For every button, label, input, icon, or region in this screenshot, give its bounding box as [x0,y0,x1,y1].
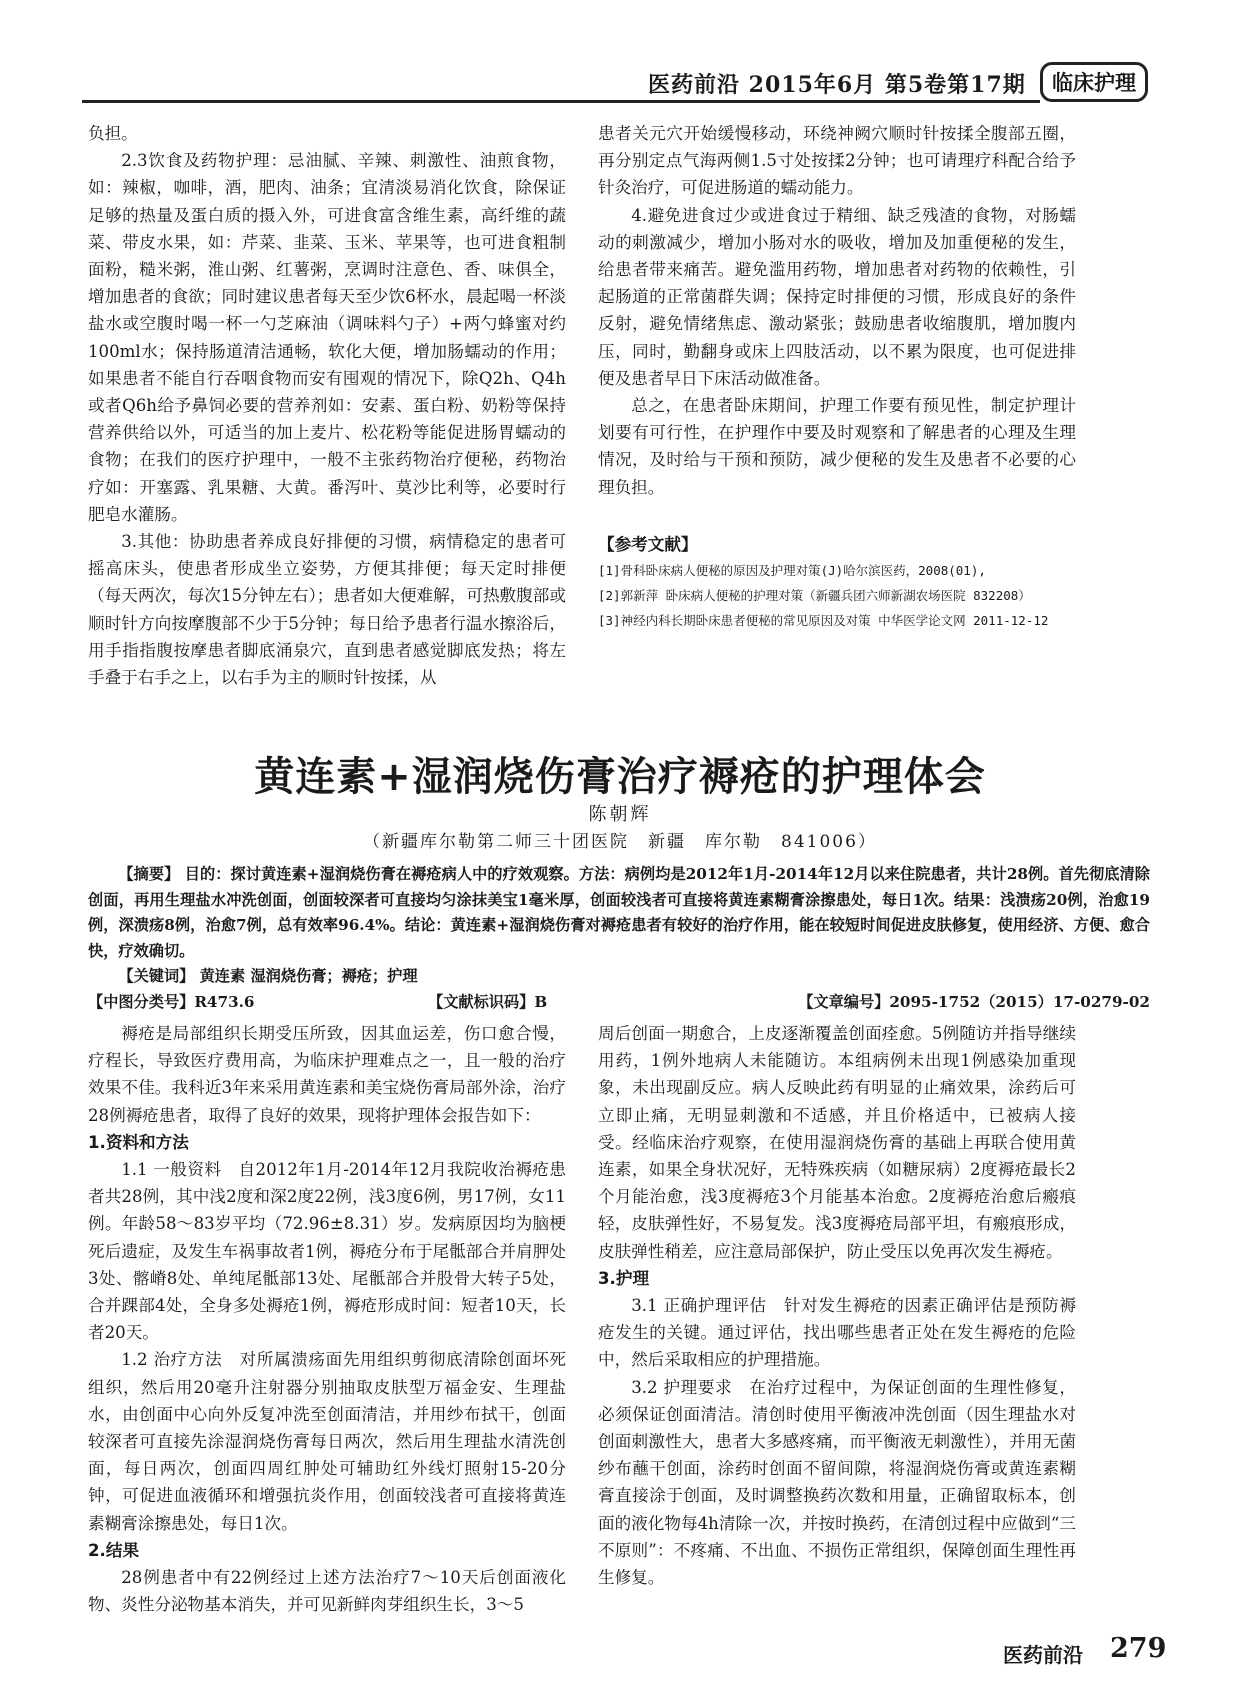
section-badge: 临床护理 [1040,62,1148,102]
abstract-block [88,862,1150,990]
paragraph: 周后创面一期愈合，上皮逐渐覆盖创面痊愈。5例随访并指导继续用药，1例外地病人未能随访。本组病例未出现1例感染加重现象，未出现副反应。病人反映此药有明显的止痛效果，涂药后可立即止痛，无明显刺激和不适感，并且价格适中，已被病人接受。经临床治疗观察，在使用湿润烧伤膏的基础上再联合使用黄连素，如果全身状况好，无特殊疾病（如糖尿病）2度褥疮最长2个月能治愈，浅3度褥疮3个月能基本治愈。2度褥疮治愈后瘢痕轻，皮肤弹性好，不易复发。浅3度褥疮局部平坦，有瘢痕形成，皮肤弹性稍差，应注意局部保护，防止受压以免再次发生褥疮。 [598,1024,1076,1261]
reference-item: [3]神经内科长期卧床患者便秘的常见原因及对策 中华医学论文网 2011-12-12 [598,613,1049,629]
paragraph: 3.2 护理要求 在治疗过程中，为保证创面的生理性修复，必须保证创面清洁。清创时使用平衡液冲洗创面（因生理盐水对创面刺激性大，患者大多感疼痛，而平衡液无刺激性），并用无菌纱布蘸干创面，涂药时创面不留间隙，将湿润烧伤膏或黄连素糊膏直接涂于创面，及时调整换药次数和用量，正确留取标本，创面的液化物每4h清除一次，并按时换药，在清创过程中应做到“三不原则”：不疼痛、不出血、不损伤正常组织，保障创面生理性再生修复。 [598,1377,1076,1588]
paragraph: 1.1 一般资料 自2012年1月-2014年12月我院收治褥疮患者共28例，其中浅2度和深2度22例，浅3度6例，男17例，女11例。年龄58～83岁平均（72.96±8.31）岁。发病原因均为脑梗死后遗症，及发生车祸事故者1例，褥疮分布于尾骶部合并肩胛处3处、髂嵴8处、单纯尾骶部13处、尾骶部合并股骨大转子5处，合并踝部4处，全身多处褥疮1例，褥疮形成时间：短者10天，长者20天。 [88,1160,566,1343]
section-heading: 1.资料和方法 [88,1132,189,1152]
paragraph: 28例患者中有22例经过上述方法治疗7～10天后创面液化物、炎性分泌物基本消失，并可见新鲜肉芽组织生长，3～5 [88,1568,566,1615]
journal-issue-header: 医药前沿 2015年6月 第5卷第17期 [648,72,1026,98]
paragraph: 褥疮是局部组织长期受压所致，因其血运差，伤口愈合慢，疗程长，导致医疗费用高，为临床护理难点之一，且一般的治疗效果不佳。我科近3年来采用黄连素和美宝烧伤膏局部外涂，治疗28例褥疮患者，取得了良好的效果，现将护理体会报告如下： [88,1024,566,1125]
prev-article-left-column [88,120,566,691]
article-title: 黄连素+湿润烧伤膏治疗褥疮的护理体会 [254,754,986,800]
section-heading: 2.结果 [88,1540,140,1560]
section-heading: 3.护理 [598,1268,650,1288]
page-number: 279 [1110,1633,1167,1664]
document-code: 【文献标识码】B [428,993,548,1011]
footer-journal-name: 医药前沿 [1003,1643,1083,1667]
article-left-column [88,1020,566,1618]
header-rule [82,100,1040,103]
class-number: 【中图分类号】R473.6 [88,993,255,1011]
paragraph: 1.2 治疗方法 对所属溃疡面先用组织剪彻底清除创面坏死组织，然后用20毫升注射器分别抽取皮肤型万福金安、生理盐水，由创面中心向外反复冲洗至创面清洁，并用纱布拭干，创面较深者可直接先涂湿润烧伤膏每日两次，然后用生理盐水清洗创面，每日两次，创面四周红肿处可辅助红外线灯照射15-20分钟，可促进血液循环和增强抗炎作用，创面较浅者可直接将黄连素糊膏涂擦患处，每日1次。 [88,1350,566,1533]
paragraph: 4.避免进食过少或进食过于精细、缺乏残渣的食物，对肠蠕动的刺激减少，增加小肠对水的吸收，增加及加重便秘的发生，给患者带来痛苦。避免滥用药物，增加患者对药物的依赖性，引起肠道的正常菌群失调；保持定时排便的习惯，形成良好的条件反射，避免情绪焦虑、激动紧张；鼓励患者收缩腹肌，增加腹内压，同时，勤翻身或床上四肢活动，以不累为限度，也可促进排便及患者早日下床活动做准备。 [598,205,1076,388]
keywords: 【关键词】 黄连素 湿润烧伤膏；褥疮；护理 [118,967,418,986]
article-author: 陈朝辉 [588,804,652,825]
author-affiliation: （新疆库尔勒第二师三十团医院 新疆 库尔勒 841006） [363,832,877,852]
paragraph: 负担。 [88,124,138,143]
paragraph: 3.1 正确护理评估 针对发生褥疮的因素正确评估是预防褥疮发生的关键。通过评估，找出哪些患者正处在发生褥疮的危险中，然后采取相应的护理措施。 [598,1296,1076,1370]
paragraph: 3.其他：协助患者养成良好排便的习惯，病情稳定的患者可摇高床头，使患者形成坐立姿势，方便其排便；每天定时排便（每天两次，每次15分钟左右）；患者如大便难解，可热敷腹部或顺时针方向按摩腹部不少于5分钟；每日给予患者行温水擦浴后，用手指指腹按摩患者脚底涌泉穴，直到患者感觉脚底发热；将左手叠于右手之上，以右手为主的顺时针按揉，从 [88,532,566,688]
article-number: 【文章编号】2095-1752（2015）17-0279-02 [798,993,1150,1011]
paragraph: 2.3饮食及药物护理：忌油腻、辛辣、刺激性、油煎食物，如：辣椒，咖啡，酒，肥肉、油条；宜清淡易消化饮食，除保证足够的热量及蛋白质的摄入外，可进食富含维生素，高纤维的蔬菜、带皮水果，如：芹菜、韭菜、玉米、苹果等，也可进食粗制面粉，糙米粥，淮山粥、红薯粥，烹调时注意色、香、味俱全，增加患者的食欲；同时建议患者每天至少饮6杯水，晨起喝一杯淡盐水或空腹时喝一杯一勺芝麻油（调味料勺子）+两勺蜂蜜对约100ml水；保持肠道清洁通畅，软化大便，增加肠蠕动的作用；如果患者不能自行吞咽食物而安有囤观的情况下，除Q2h、Q4h或者Q6h给予鼻饲必要的营养剂如：安素、蛋白粉、奶粉等保持营养供给以外，可适当的加上麦片、松花粉等能促进肠胃蠕动的食物；在我们的医疗护理中，一般不主张药物治疗便秘，药物治疗如：开塞露、乳果糖、大黄。番泻叶、莫沙比利等，必要时行肥皂水灌肠。 [88,151,566,524]
abstract: 【摘要】 目的：探讨黄连素+湿润烧伤膏在褥疮病人中的疗效观察。方法：病例均是2012年1月-2014年12月以来住院患者，共计28例。首先彻底清除创面，再用生理盐水冲洗创面，创面较深者可直接均匀涂抹美宝1毫米厚，创面较浅者可直接将黄连素糊膏涂擦患处，每日1次。结果：浅溃疡20例，治愈19例，深溃疡8例，治愈7例，总有效率96.4%。结论：黄连素+湿润烧伤膏对褥疮患者有较好的治疗作用，能在较短时间促进皮肤修复，使用经济、方便、愈合快，疗效确切。 [88,865,1150,960]
reference-item: [1]骨科卧床病人便秘的原因及护理对策(J)哈尔滨医药，2008(01), [598,563,986,579]
paragraph: 患者关元穴开始缓慢移动，环绕神阙穴顺时针按揉全腹部五圈，再分别定点气海两侧1.5寸处按揉2分钟；也可请理疗科配合给予针灸治疗，可促进肠道的蠕动能力。 [598,124,1076,198]
references-list [598,558,1076,633]
reference-item: [2]郭新萍 卧床病人便秘的护理对策（新疆兵团六师新湖农场医院 832208） [598,588,1031,604]
article-right-column [598,1020,1076,1591]
references-heading: 【参考文献】 [598,534,698,554]
paragraph: 总之，在患者卧床期间，护理工作要有预见性，制定护理计划要有可行性，在护理作中要及时观察和了解患者的心理及生理情况，及时给与干预和预防，减少便秘的发生及患者不必要的心理负担。 [598,396,1076,497]
prev-article-right-column [598,120,1076,633]
